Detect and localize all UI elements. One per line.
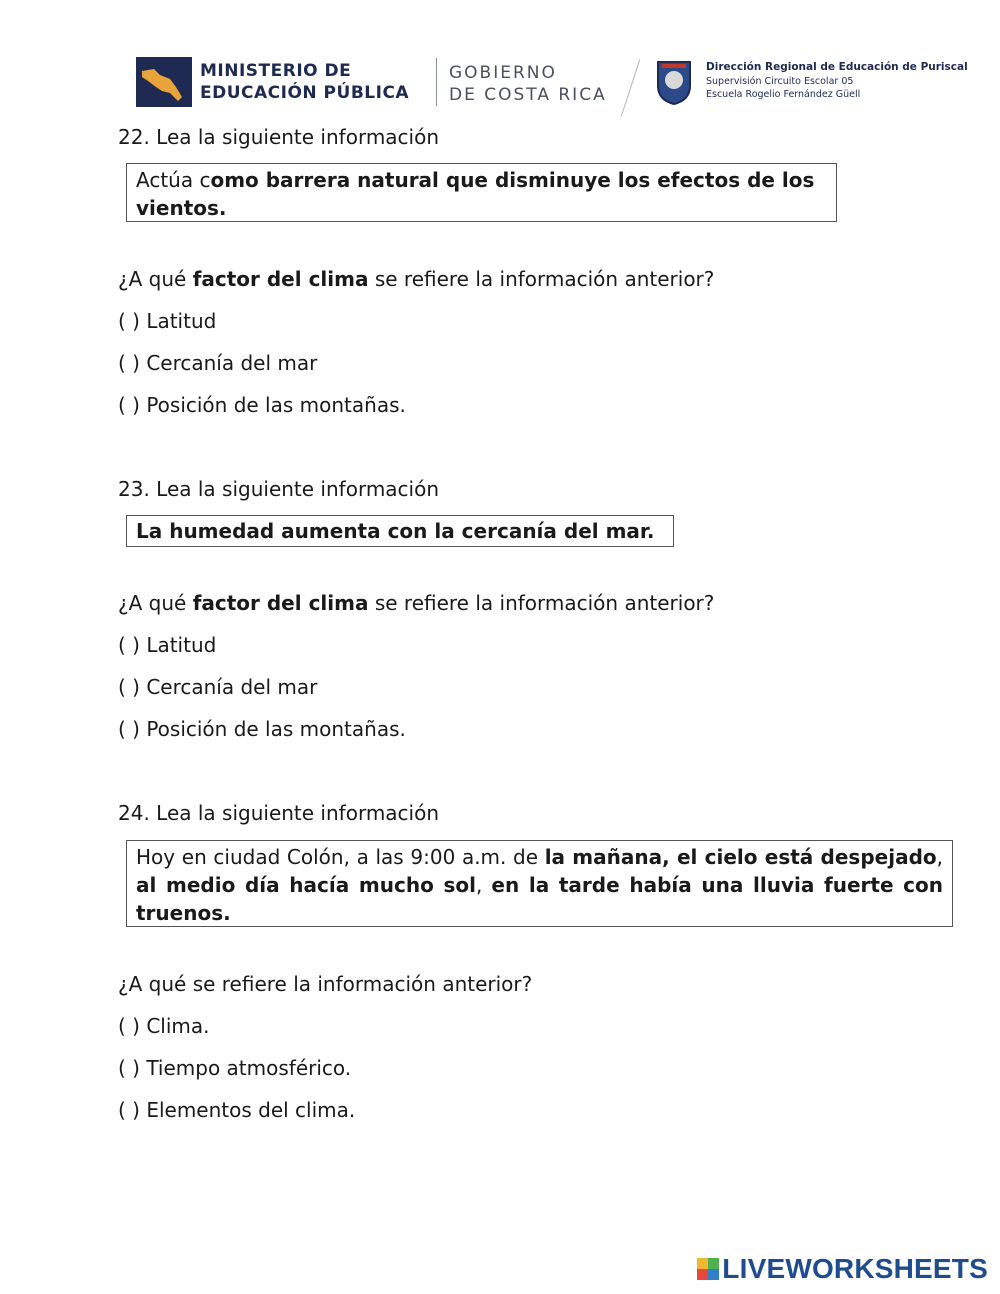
header-divider [436,58,437,106]
liveworksheets-wordmark: LIVEWORKSHEETS [722,1253,988,1284]
question-23-option-cercania[interactable]: ( ) Cercanía del mar [118,675,318,699]
question-22-prompt: ¿A qué factor del clima se refiere la información anterior? [118,267,715,291]
question-23-option-latitud[interactable]: ( ) Latitud [118,633,217,657]
question-22-option-montanas[interactable]: ( ) Posición de las montañas. [118,393,406,417]
question-24-option-tiempo[interactable]: ( ) Tiempo atmosférico. [118,1056,352,1080]
gov-name: GOBIERNO DE COSTA RICA [449,63,607,105]
question-22-option-cercania[interactable]: ( ) Cercanía del mar [118,351,318,375]
question-23-heading: 23. Lea la siguiente información [118,477,440,501]
question-22-info-box: Actúa como barrera natural que disminuye los efectos de los vientos. [126,163,837,222]
question-24-heading: 24. Lea la siguiente información [118,801,440,825]
question-24-option-clima[interactable]: ( ) Clima. [118,1014,210,1038]
mep-logo [136,57,192,107]
direction-title: Dirección Regional de Educación de Puriscal [706,61,968,73]
question-22-heading: 22. Lea la siguiente información [118,125,440,149]
direction-circuit: Supervisión Circuito Escolar 05 [706,76,854,87]
question-23-prompt: ¿A qué factor del clima se refiere la información anterior? [118,591,715,615]
header-divider-slash [621,59,640,116]
direction-school: Escuela Rogelio Fernández Güell [706,89,861,100]
question-23-option-montanas[interactable]: ( ) Posición de las montañas. [118,717,406,741]
liveworksheets-logo [697,1253,988,1285]
question-22-option-latitud[interactable]: ( ) Latitud [118,309,217,333]
mep-name: MINISTERIO DE EDUCACIÓN PÚBLICA [200,61,410,103]
question-24-prompt: ¿A qué se refiere la información anterior? [118,972,533,996]
school-crest-icon [654,58,694,106]
question-24-info-box: Hoy en ciudad Colón, a las 9:00 a.m. de la mañana, el cielo está despejado, al medio día hacía mucho sol, en la tarde había una lluvia fuerte con truenos. [126,840,953,927]
liveworksheets-icon [697,1258,719,1280]
question-23-info-box: La humedad aumenta con la cercanía del mar. [126,515,674,547]
question-24-option-elementos[interactable]: ( ) Elementos del clima. [118,1098,356,1122]
